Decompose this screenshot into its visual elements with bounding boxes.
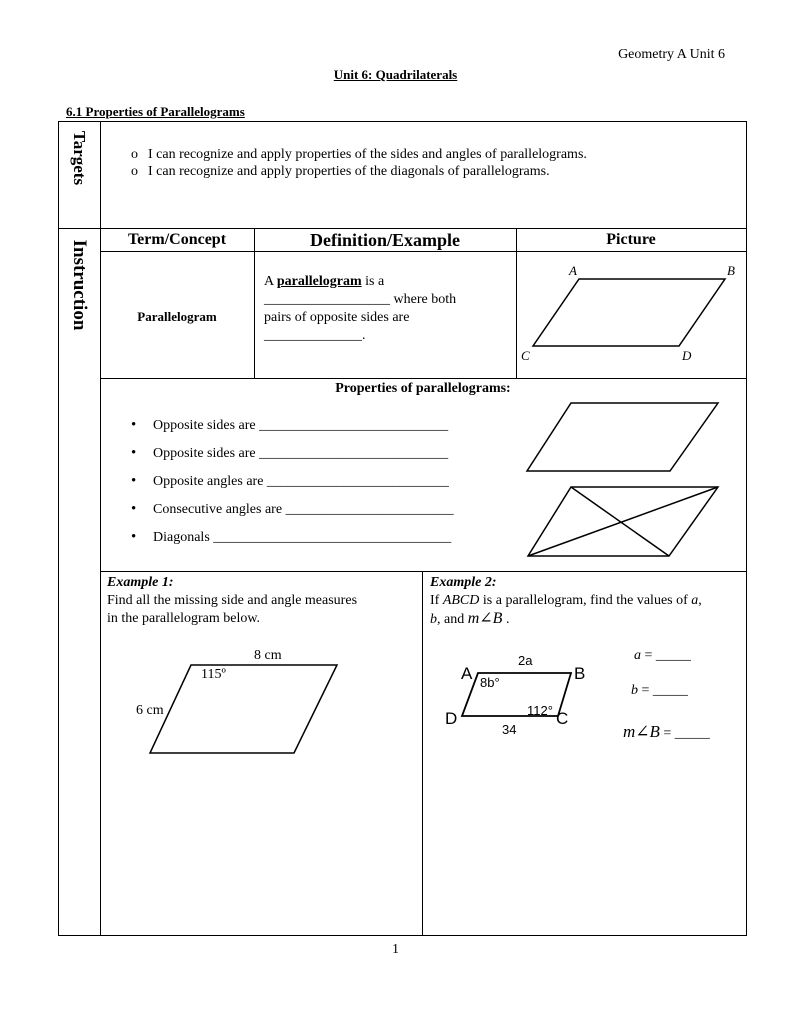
course-header: Geometry A Unit 6 xyxy=(618,47,725,62)
definition-line-1: A parallelogram is a xyxy=(264,274,385,289)
parallelogram-definition xyxy=(264,273,512,345)
unit-title: Unit 6: Quadrilaterals xyxy=(333,67,458,82)
answer-mb: m∠B = _____ xyxy=(623,722,710,741)
answer-blank: __________________________________ xyxy=(213,530,452,545)
ex2-label-right-angle: 112° xyxy=(527,703,553,718)
target-bullet: o xyxy=(131,164,138,179)
ex2-label-bottom: 34 xyxy=(502,722,517,737)
term-column-header: Term/Concept xyxy=(127,231,227,248)
ex2-vertex-b: B xyxy=(574,664,586,683)
example1-angle: 115º xyxy=(201,667,226,682)
property-item: • Opposite sides are ___________________________ xyxy=(131,446,511,474)
property-item: • Consecutive angles are ________________________ xyxy=(131,502,511,530)
targets-list xyxy=(131,146,731,180)
properties-title: Properties of parallelograms: xyxy=(335,381,511,396)
parallelogram-keyword: parallelogram xyxy=(276,274,362,289)
example2-line1: If ABCD is a parallelogram, find the values of a, xyxy=(430,593,702,608)
properties-parallelogram-picture xyxy=(520,396,746,566)
example2-title: Example 2: xyxy=(430,575,497,590)
answer-b: b = _____ xyxy=(631,683,688,698)
diagonals-parallelogram xyxy=(528,487,718,556)
example1-top-side: 8 cm xyxy=(254,648,282,663)
vertex-d-label: D xyxy=(682,348,692,363)
vertex-b-label: B xyxy=(727,263,735,278)
property-item: • Opposite angles are __________________________ xyxy=(131,474,511,502)
term-parallelogram: Parallelogram xyxy=(137,309,217,324)
target-item xyxy=(131,146,731,163)
targets-side-label: Targets xyxy=(70,130,89,186)
ex2-vertex-c: C xyxy=(556,709,569,728)
answer-blank: ___________________________ xyxy=(259,446,449,461)
properties-list xyxy=(131,418,511,558)
answer-blank: ________________________ xyxy=(285,502,454,517)
ex2-vertex-a: A xyxy=(461,664,473,683)
definition-line-3: pairs of opposite sides are xyxy=(264,310,410,325)
target-text: I can recognize and apply properties of the sides and angles of parallelograms. xyxy=(148,147,587,162)
answer-a: a = _____ xyxy=(634,648,691,663)
answer-blank: ___________________________ xyxy=(259,418,449,433)
definition-blank-2: ______________. xyxy=(264,328,366,343)
example1-text xyxy=(107,574,417,628)
page-number: 1 xyxy=(392,942,399,957)
example1-line1: Find all the missing side and angle measures xyxy=(107,593,358,608)
parallelogram-picture xyxy=(517,252,745,377)
example1-line2: in the parallelogram below. xyxy=(107,611,261,626)
target-bullet: o xyxy=(131,147,138,162)
ex2-vertex-d: D xyxy=(445,709,458,728)
property-item: • Diagonals __________________________________ xyxy=(131,530,511,558)
instruction-side-label: Instruction xyxy=(69,239,90,331)
picture-column-header: Picture xyxy=(606,231,656,248)
ex2-label-left-angle: 8b° xyxy=(480,675,500,690)
vertex-c-label: C xyxy=(521,348,530,363)
example2-text xyxy=(430,574,742,629)
section-title: 6.1 Properties of Parallelograms xyxy=(66,104,245,119)
target-text: I can recognize and apply properties of the diagonals of parallelograms. xyxy=(148,164,550,179)
definition-column-header: Definition/Example xyxy=(309,230,460,250)
example1-parallelogram xyxy=(140,660,350,760)
ex2-label-top: 2a xyxy=(518,653,533,668)
definition-blank: __________________ xyxy=(264,292,390,307)
vertex-a-label: A xyxy=(569,263,577,278)
example2-line2: b, and m∠B . xyxy=(430,610,510,627)
property-item: • Opposite sides are ___________________________ xyxy=(131,418,511,446)
answer-blank: __________________________ xyxy=(266,474,449,489)
definition-line-2: __________________ where both xyxy=(264,292,457,307)
example1-left-side: 6 cm xyxy=(136,703,164,718)
target-item xyxy=(131,163,731,180)
example1-title: Example 1: xyxy=(107,575,174,590)
